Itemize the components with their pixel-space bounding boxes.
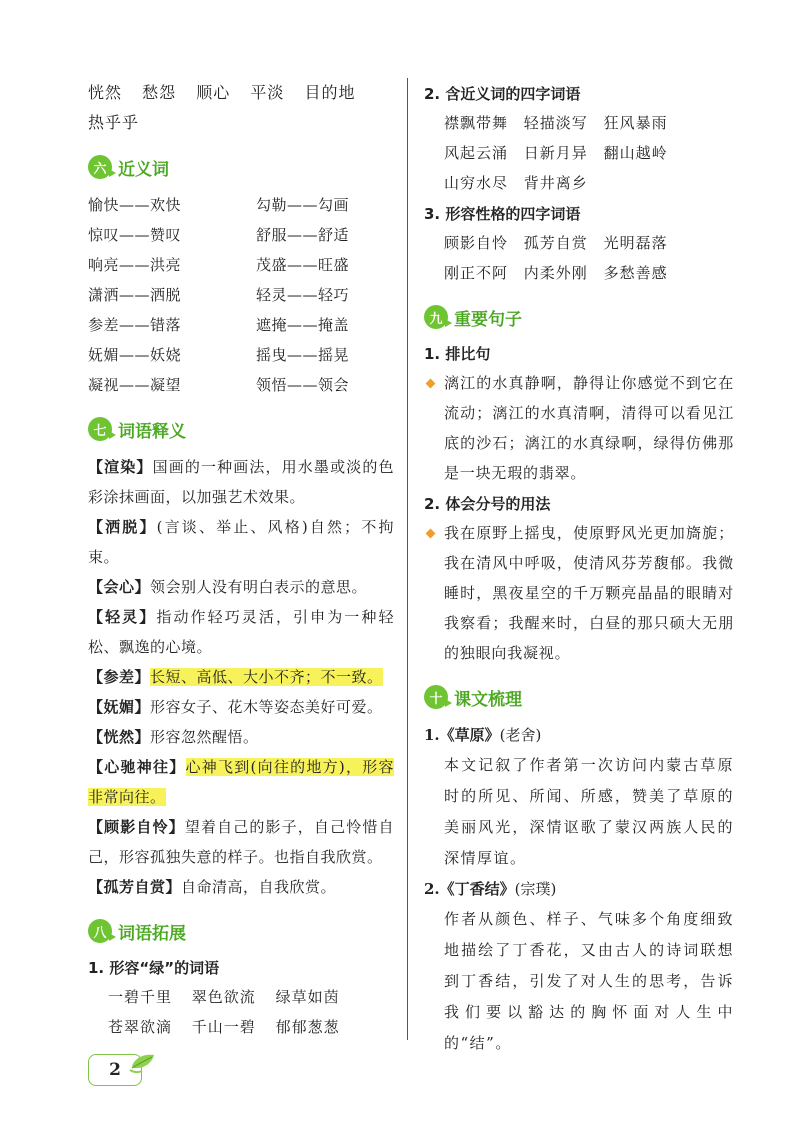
definition-text: 形容女子、花木等姿态美好可爱。 xyxy=(150,698,383,716)
section-title: 词语拓展 xyxy=(118,923,186,944)
synonym-pair: 茂盛——旺盛 xyxy=(256,256,350,274)
column-divider xyxy=(407,78,408,1040)
definition-term: 【恍然】 xyxy=(88,728,151,746)
section-number-badge: 六 xyxy=(88,155,112,179)
word: 愁怨 xyxy=(142,83,177,102)
idiom: 郁郁葱葱 xyxy=(275,1018,340,1036)
idiom: 内柔外刚 xyxy=(523,264,588,282)
definition-term: 【轻灵】 xyxy=(88,608,157,626)
synonym-pair: 轻灵——轻巧 xyxy=(256,286,350,304)
word: 热乎乎 xyxy=(88,113,140,132)
definition-text: 自命清高，自我欣赏。 xyxy=(181,878,337,896)
definition-term: 【顾影自怜】 xyxy=(88,818,185,836)
synonym-pair: 遮掩——掩盖 xyxy=(256,316,350,334)
idiom: 背井离乡 xyxy=(523,174,588,192)
idiom: 多愁善感 xyxy=(603,264,668,282)
synonym-pair: 参差——错落 xyxy=(88,316,182,334)
idiom-row xyxy=(88,982,394,1012)
section-title: 重要句子 xyxy=(454,309,522,330)
idiom: 一碧千里 xyxy=(108,988,173,1006)
section-8-heading xyxy=(88,916,394,946)
text-summary: 作者从颜色、样子、气味多个角度细致地描绘了丁香花，又由古人的诗词联想到丁香结，引发了对人生的思考，告诉我们要以豁达的胸怀面对人生中的“结”。 xyxy=(444,910,734,1052)
idiom: 顾影自怜 xyxy=(444,234,509,252)
definitions-list xyxy=(88,452,394,902)
definition-term: 【孤芳自赏】 xyxy=(88,878,182,896)
idiom: 苍翠欲滴 xyxy=(108,1018,173,1036)
definition-text: 国画的一种画法，用水墨或淡的色彩涂抹画面，以加强艺术效果。 xyxy=(88,458,394,506)
idiom: 翠色欲流 xyxy=(191,988,256,1006)
word-row xyxy=(88,78,394,108)
leaf-icon xyxy=(128,1052,158,1074)
text-title xyxy=(424,720,734,750)
idiom: 翻山越岭 xyxy=(603,144,668,162)
definition-item xyxy=(88,512,394,572)
idiom-row xyxy=(424,228,734,258)
idiom-row xyxy=(424,138,734,168)
definition-text: 望着自己的影子，自己怜惜自己，形容孤独失意的样子。也指自我欣赏。 xyxy=(88,818,394,866)
page-number: 2 xyxy=(88,1054,142,1086)
idiom: 光明磊落 xyxy=(603,234,668,252)
idiom-row xyxy=(88,1012,394,1042)
subsection-title: 1. 形容“绿”的词语 xyxy=(88,959,220,977)
text-author: (老舍) xyxy=(499,726,542,744)
text-summary: 本文记叙了作者第一次访问内蒙古草原时的所见、所闻、所感，赞美了草原的美丽风光，深情讴歌了蒙汉两族人民的深情厚谊。 xyxy=(444,756,734,867)
diamond-bullet-icon xyxy=(426,379,436,389)
definition-text: 指动作轻巧灵活，引申为一种轻松、飘逸的心境。 xyxy=(88,608,394,656)
section-9-heading xyxy=(424,302,734,332)
definition-text-highlighted: 心神飞到(向往的地方)，形容非常向往。 xyxy=(88,758,394,806)
idiom: 襟飘带舞 xyxy=(444,114,509,132)
word: 顺心 xyxy=(196,83,231,102)
definition-term: 【渲染】 xyxy=(88,458,153,476)
idiom: 风起云涌 xyxy=(444,144,509,162)
synonym-pair: 舒服——舒适 xyxy=(256,226,350,244)
section-number-badge: 十 xyxy=(424,685,448,709)
section-number-badge: 七 xyxy=(88,417,112,441)
idiom: 孤芳自赏 xyxy=(523,234,588,252)
definition-text: 领会别人没有明白表示的意思。 xyxy=(150,578,368,596)
example-sentence xyxy=(424,368,734,488)
word: 平淡 xyxy=(250,83,285,102)
section-number-badge: 八 xyxy=(88,919,112,943)
synonym-pair: 摇曳——摇晃 xyxy=(256,346,350,364)
text-author: (宗璞) xyxy=(514,880,557,898)
subsection-title: 2. 体会分号的用法 xyxy=(424,495,551,513)
subsection-title: 2. 含近义词的四字词语 xyxy=(424,85,581,103)
idiom-row xyxy=(424,108,734,138)
definition-term: 【参差】 xyxy=(88,668,151,686)
idiom: 刚正不阿 xyxy=(444,264,509,282)
example-sentence xyxy=(424,518,734,668)
subsection-title: 3. 形容性格的四字词语 xyxy=(424,205,581,223)
section-6-heading xyxy=(88,152,394,182)
synonym-pair: 愉快——欢快 xyxy=(88,196,182,214)
definition-text-highlighted: 长短、高低、大小不齐；不一致。 xyxy=(150,668,383,686)
definition-text: 形容忽然醒悟。 xyxy=(150,728,259,746)
definition-item xyxy=(88,452,394,512)
definition-text: (言谈、举止、风格)自然；不拘束。 xyxy=(88,518,394,566)
idiom: 山穷水尽 xyxy=(444,174,509,192)
idiom: 日新月异 xyxy=(523,144,588,162)
left-column xyxy=(88,78,394,1042)
section-title: 词语释义 xyxy=(118,421,186,442)
idiom: 轻描淡写 xyxy=(523,114,588,132)
definition-item xyxy=(88,872,394,902)
synonym-pair: 响亮——洪亮 xyxy=(88,256,182,274)
section-7-heading xyxy=(88,414,394,444)
idiom: 绿草如茵 xyxy=(275,988,340,1006)
synonym-pair: 凝视——凝望 xyxy=(88,376,182,394)
subsection-title: 1. 排比句 xyxy=(424,345,491,363)
section-number-badge: 九 xyxy=(424,305,448,329)
definition-item xyxy=(88,722,394,752)
synonym-pairs xyxy=(88,190,394,400)
idiom-row xyxy=(424,258,734,288)
definition-term: 【洒脱】 xyxy=(88,518,157,536)
definition-item xyxy=(88,602,394,662)
top-word-list xyxy=(88,78,394,138)
synonym-pair: 妩媚——妖娆 xyxy=(88,346,182,364)
sentence-text: 漓江的水真静啊，静得让你感觉不到它在流动；漓江的水真清啊，清得可以看见江底的沙石；漓江的水真绿啊，绿得仿佛那是一块无瑕的翡翠。 xyxy=(444,374,734,482)
definition-item xyxy=(88,572,394,602)
text-title-name: 2.《丁香结》 xyxy=(424,880,515,898)
section-title: 近义词 xyxy=(118,159,169,180)
synonym-pair: 潇洒——洒脱 xyxy=(88,286,182,304)
idiom: 千山一碧 xyxy=(191,1018,256,1036)
definition-item xyxy=(88,752,394,812)
synonym-pair: 勾勒——勾画 xyxy=(256,196,350,214)
text-title-name: 1.《草原》 xyxy=(424,726,500,744)
word-row xyxy=(88,108,394,138)
idiom: 狂风暴雨 xyxy=(603,114,668,132)
definition-item xyxy=(88,812,394,872)
right-column xyxy=(424,78,734,1059)
section-title: 课文梳理 xyxy=(454,689,522,710)
idiom-row xyxy=(424,168,734,198)
word: 恍然 xyxy=(88,83,123,102)
definition-term: 【会心】 xyxy=(88,578,151,596)
definition-item xyxy=(88,662,394,692)
word: 目的地 xyxy=(304,83,356,102)
text-title xyxy=(424,874,734,904)
synonym-pair: 惊叹——赞叹 xyxy=(88,226,182,244)
section-10-heading xyxy=(424,682,734,712)
diamond-bullet-icon xyxy=(426,529,436,539)
definition-term: 【妩媚】 xyxy=(88,698,151,716)
definition-term: 【心驰神往】 xyxy=(88,758,186,776)
definition-item xyxy=(88,692,394,722)
sentence-text: 我在原野上摇曳，使原野风光更加旖旎；我在清风中呼吸，使清风芬芳馥郁。我微睡时，黑夜星空的千万颗亮晶晶的眼睛对我察看；我醒来时，白昼的那只硕大无朋的独眼向我凝视。 xyxy=(444,524,734,662)
synonym-pair: 领悟——领会 xyxy=(256,376,350,394)
